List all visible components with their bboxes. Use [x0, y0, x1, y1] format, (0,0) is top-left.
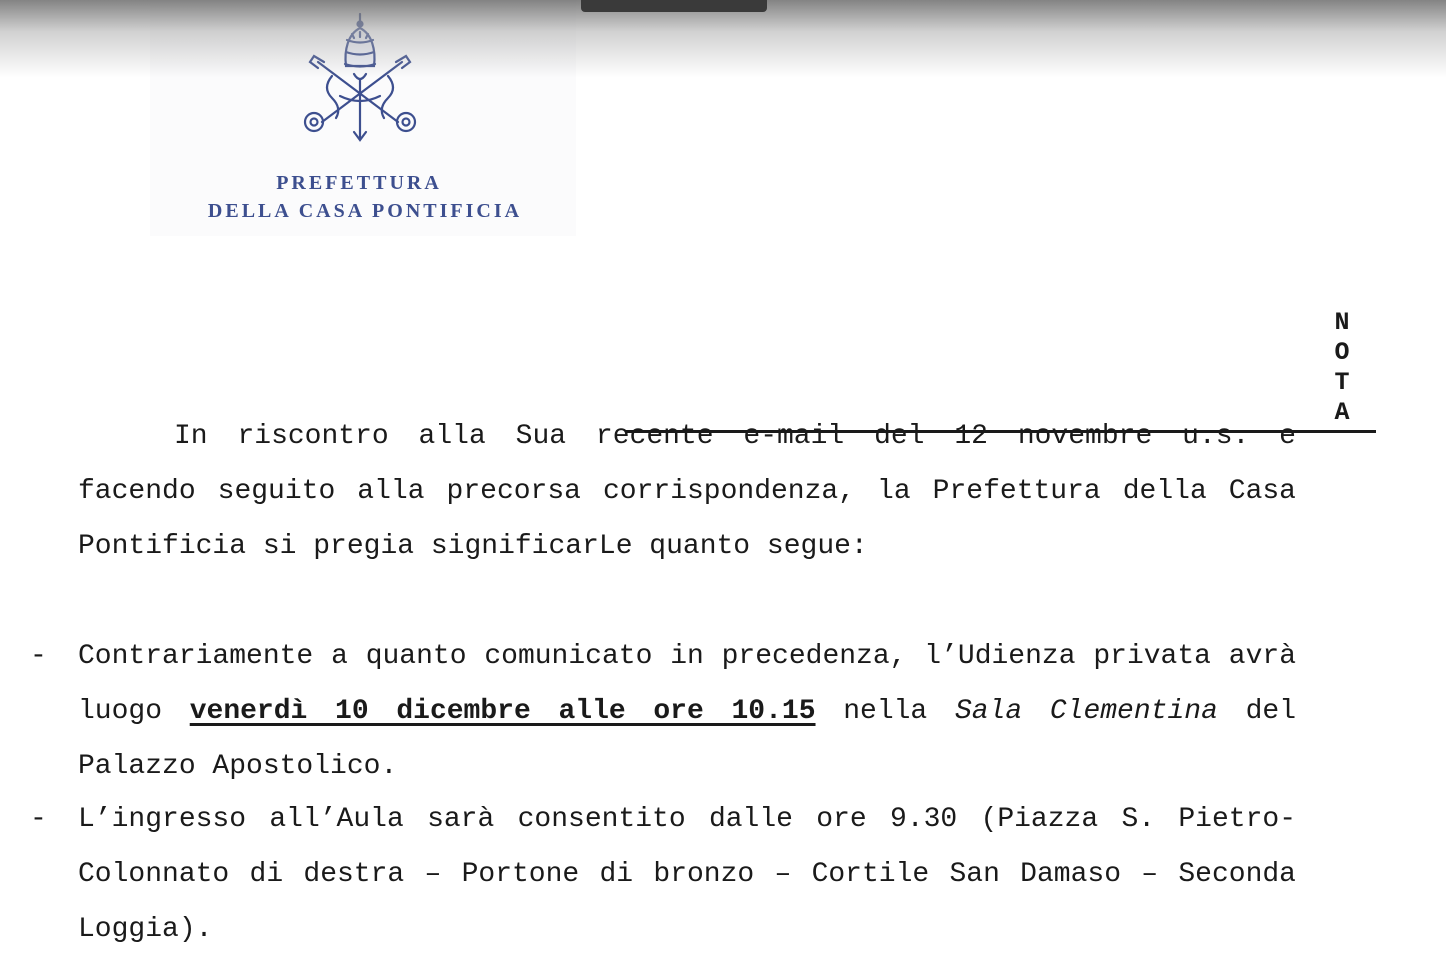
item1-text-after: del Palazzo Apostolico. [78, 696, 1296, 782]
item1-place: Sala Clementina [954, 696, 1218, 727]
list-item [78, 629, 1296, 794]
letterhead [150, 0, 576, 236]
bullet-marker: - [30, 641, 47, 672]
bullet-marker: - [30, 804, 47, 835]
intro-paragraph: In riscontro alla Sua recente e-mail del 12 novembre u.s. e facendo seguito alla precorsa corrispondenza, la Prefettura della Casa Pontificia si pregia significarLe quanto segue: [78, 421, 1296, 562]
item1-date-highlight: venerdì 10 dicembre alle ore 10.15 [189, 696, 816, 727]
org-name-line1: PREFETTURA [276, 172, 442, 194]
papal-coat-of-arms-icon [292, 10, 428, 146]
org-name-line2: DELLA CASA PONTIFICIA [207, 200, 523, 222]
viewer-top-tab[interactable] [581, 0, 767, 12]
item1-text-before: Contrariamente a quanto comunicato in precedenza, l’Udienza privata avrà luogo [78, 641, 1296, 727]
item1-text-middle: nella [815, 696, 955, 727]
list-item: L’ingresso all’Aula sarà consentito dalle ore 9.30 (Piazza S. Pietro- Colonnato di destra – Portone di bronzo – Cortile San Damaso – Seconda Loggia). [78, 804, 1296, 945]
document-title: N O T A [626, 308, 1376, 433]
